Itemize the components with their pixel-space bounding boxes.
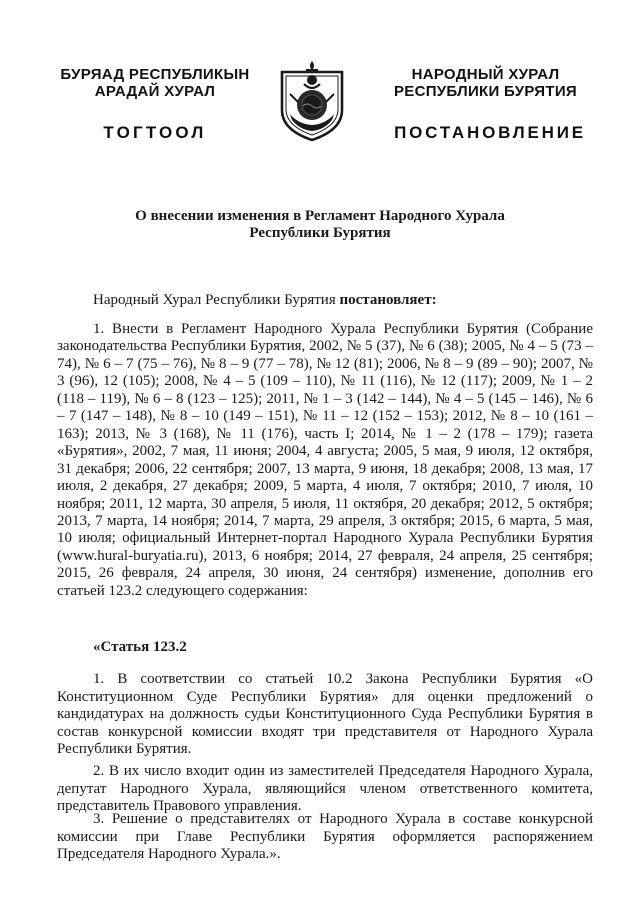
republic-emblem-icon <box>276 58 348 142</box>
paragraph-1: 1. Внести в Регламент Народного Хурала Республики Бурятия (Собрание законодательства Республики Бурятия, 2002, № 5 (37), № 6 (38); 2005, № 4 – 5 (73 – 74), № 6 – 7 (75 – 76), № 8 – 9 (77 – 78), № 12 (81); 2006, № 8 – 9 (89 – 90); 2007, № 3 (96), 12 (105); 2008, № 4 – 5 (109 – 110), № 11 (116), № 12 (117); 2009, № 1 – 2 (118 – 119), № 6 – 8 (123 – 125); 2011, № 1 – 3 (142 – 144), № 4 – 5 (145 – 146), № 6 – 7 (147 – 148), № 8 – 10 (149 – 151), № 11 – 12 (152 – 153); 2012, № 8 – 10 (161 – 163); 2013, № 3 (168), № 11 (176), часть I; 2014, № 1 – 2 (178 – 179); газета «Бурятия», 2002, 7 мая, 11 июня; 2004, 4 августа; 2005, 5 мая, 9 июля, 12 октября, 31 декабря; 2006, 22 сентября; 2007, 13 марта, 9 июня, 18 декабря; 2008, 13 мая, 17 июля, 2 декабря, 27 декабря; 2009, 5 марта, 4 июля, 7 октября; 2010, 7 июля, 10 ноября; 2011, 12 марта, 30 апреля, 5 июля, 11 октября, 20 декабря; 2012, 5 октября; 2013, 7 марта, 14 ноября; 2014, 7 марта, 29 апреля, 3 октября; 2015, 6 марта, 5 мая, 10 июля; официальный Интернет-портал Народного Хурала Республики Бурятия (www.hural-buryatia.ru), 2013, 6 ноября; 2014, 27 февраля, 24 апреля, 25 сентября; 2015, 26 февраля, 24 апреля, 30 июня, 24 сентября) изменение, дополнив его статьей 123.2 следующего содержания: <box>57 321 593 599</box>
header-right-doctype: ПОСТАНОВЛЕНИЕ <box>394 123 586 142</box>
article-clause-1: 1. В соответствии со статьей 10.2 Закона Республики Бурятия «О Конституционном Суде Республики Бурятия» для оценки предложений о кандидатурах на должность судьи Конституционного Суда Республики Бурятия в состав конкурсной комиссии входят три представителя от Народного Хурала Республики Бурятия. <box>57 671 593 758</box>
header-left-doctype: ТОГТООЛ <box>103 123 207 142</box>
intro-paragraph <box>93 292 593 310</box>
article-clause-2: 2. В их число входит один из заместителей Председателя Народного Хурала, депутат Народного Хурала, являющийся членом ответственного комитета, представитель Правового управления. <box>57 763 593 815</box>
header-right-name: НАРОДНЫЙ ХУРАЛ РЕСПУБЛИКИ БУРЯТИЯ <box>393 66 578 100</box>
header-left-name: БУРЯАД РЕСПУБЛИКЫН АРАДАЙ ХУРАЛ <box>60 66 250 100</box>
intro-resolution-word: постановляет: <box>339 292 437 308</box>
intro-text: Народный Хурал Республики Бурятия <box>93 292 340 308</box>
document-title: О внесении изменения в Регламент Народного Хурала Республики Бурятия <box>135 208 505 241</box>
article-heading: «Статья 123.2 <box>93 639 187 655</box>
article-clause-3: 3. Решение о представителях от Народного Хурала в составе конкурсной комиссии при Главе Республики Бурятия оформляется распоряжением Председателя Народного Хурала.». <box>57 811 593 863</box>
